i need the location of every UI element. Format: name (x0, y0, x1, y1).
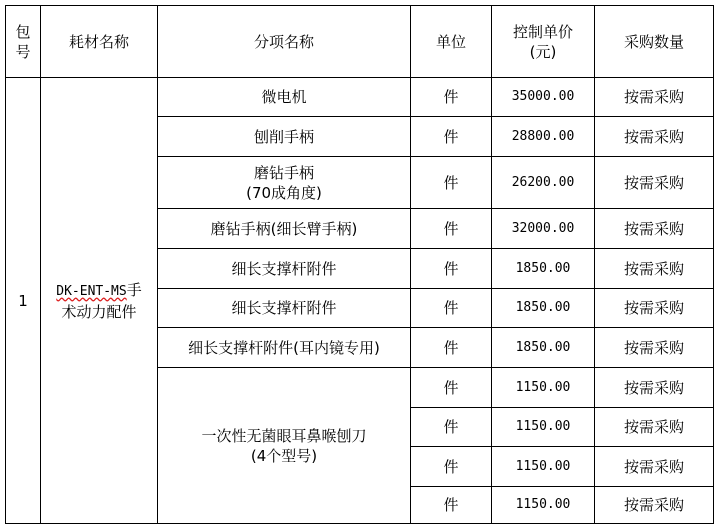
quantity-cell: 按需采购 (595, 157, 714, 209)
price-cell: 32000.00 (492, 209, 595, 249)
item-name: 细长支撑杆附件 (158, 289, 411, 328)
unit-cell: 件 (411, 328, 492, 368)
unit-cell: 件 (411, 447, 492, 487)
header-package-no-char1: 包 (15, 22, 31, 41)
header-row (6, 6, 714, 78)
material-code: DK-ENT-MS (56, 283, 127, 299)
item-name-line2: (4个型号) (250, 446, 318, 465)
quantity-cell: 按需采购 (595, 117, 714, 157)
table-row (6, 78, 714, 117)
header-item-name: 分项名称 (158, 6, 411, 78)
header-quantity: 采购数量 (595, 6, 714, 78)
header-unit: 单位 (411, 6, 492, 78)
price-cell: 1150.00 (492, 487, 595, 524)
price-cell: 1150.00 (492, 408, 595, 447)
header-price-unit: (元) (529, 42, 557, 61)
unit-cell: 件 (411, 117, 492, 157)
quantity-cell: 按需采购 (595, 487, 714, 524)
quantity-cell: 按需采购 (595, 328, 714, 368)
price-cell: 26200.00 (492, 157, 595, 209)
unit-cell: 件 (411, 289, 492, 328)
item-name: 细长支撑杆附件(耳内镜专用) (158, 328, 411, 368)
unit-cell: 件 (411, 249, 492, 289)
item-name (158, 368, 411, 524)
item-name: 细长支撑杆附件 (158, 249, 411, 289)
price-cell: 1850.00 (492, 328, 595, 368)
item-name (158, 157, 411, 209)
quantity-cell: 按需采购 (595, 249, 714, 289)
price-cell: 1850.00 (492, 289, 595, 328)
unit-cell: 件 (411, 368, 492, 408)
unit-cell: 件 (411, 487, 492, 524)
unit-cell: 件 (411, 209, 492, 249)
quantity-cell: 按需采购 (595, 408, 714, 447)
price-cell: 1850.00 (492, 249, 595, 289)
price-cell: 28800.00 (492, 117, 595, 157)
material-name-line2: 术动力配件 (61, 302, 137, 321)
procurement-table (5, 5, 714, 524)
item-name-line1: 磨钻手柄 (253, 163, 314, 182)
material-name-line1 (41, 280, 157, 302)
material-name (41, 78, 158, 524)
item-name: 刨削手柄 (158, 117, 411, 157)
quantity-cell: 按需采购 (595, 368, 714, 408)
price-cell: 1150.00 (492, 447, 595, 487)
material-name-suffix: 手 (126, 280, 142, 299)
header-material-name: 耗材名称 (41, 6, 158, 78)
quantity-cell: 按需采购 (595, 78, 714, 117)
unit-cell: 件 (411, 157, 492, 209)
header-package-no-char2: 号 (15, 42, 31, 61)
quantity-cell: 按需采购 (595, 447, 714, 487)
header-control-price (492, 6, 595, 78)
quantity-cell: 按需采购 (595, 209, 714, 249)
item-name-line2: (70成角度) (246, 183, 322, 202)
header-price-label: 控制单价 (512, 22, 573, 41)
unit-cell: 件 (411, 408, 492, 447)
item-name-line1: 一次性无菌眼耳鼻喉刨刀 (201, 426, 367, 445)
quantity-cell: 按需采购 (595, 289, 714, 328)
header-package-no (6, 6, 41, 78)
unit-cell: 件 (411, 78, 492, 117)
item-name: 磨钻手柄(细长臂手柄) (158, 209, 411, 249)
price-cell: 35000.00 (492, 78, 595, 117)
package-number: 1 (6, 78, 41, 524)
item-name: 微电机 (158, 78, 411, 117)
price-cell: 1150.00 (492, 368, 595, 408)
